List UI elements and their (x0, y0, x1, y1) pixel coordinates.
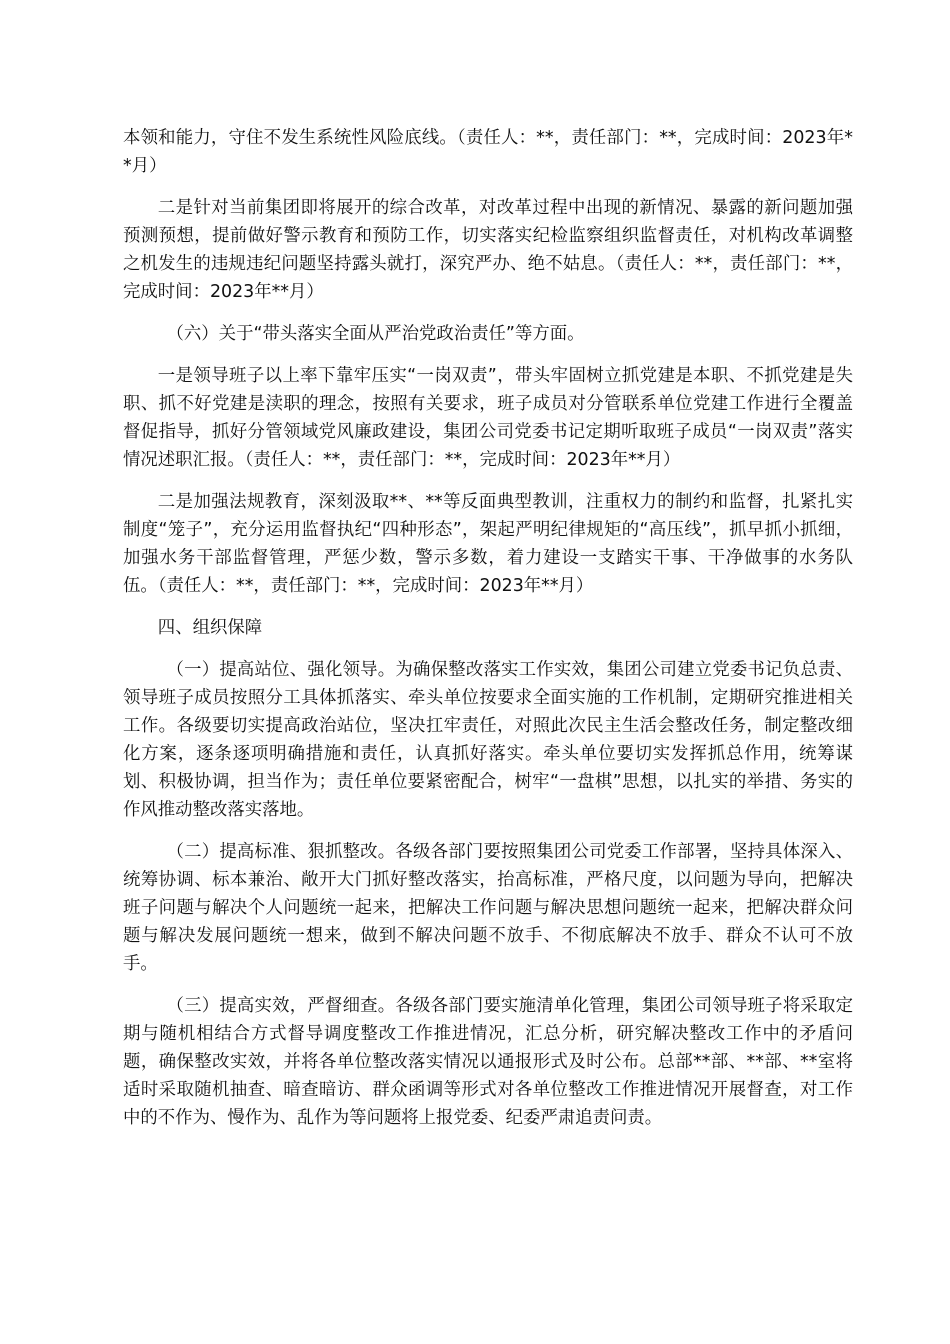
paragraph-legal-education: 二是加强法规教育，深刻汲取**、**等反面典型教训，注重权力的制约和监督，扎紧扎实制度“笼子”，充分运用监督执纪“四种形态”，架起严明纪律规矩的“高压线”，抓早抓小抓细，加强水务干部监督管理，严惩少数，警示多数，着力建设一支踏实干事、干净做事的水务队伍。（责任人：**，责任部门：**，完成时间：2023年**月） (123, 492, 853, 596)
paragraph-leadership: （一）提高站位、强化领导。为确保整改落实工作实效，集团公司建立党委书记负总责、领导班子成员按照分工具体抓落实、牵头单位按要求全面实施的工作机制，定期研究推进相关工作。各级要切实提高政治站位，坚决扛牢责任，对照此次民主生活会整改任务，制定整改细化方案，逐条逐项明确措施和责任，认真抓好落实。牵头单位要切实发挥抓总作用，统筹谋划、积极协调，担当作为；责任单位要紧密配合，树牢“一盘棋”思想，以扎实的举措、务实的作风推动整改落实落地。 (123, 660, 853, 820)
paragraph-risk-bottom-line: 本领和能力，守住不发生系统性风险底线。（责任人：**，责任部门：**，完成时间：2023年**月） (123, 128, 853, 176)
section-heading-organization: 四、组织保障 (157, 618, 263, 638)
paragraph-one-post-two-duties: 一是领导班子以上率下靠牢压实“一岗双责”，带头牢固树立抓党建是本职、不抓党建是失职、抓不好党建是渎职的理念，按照有关要求，班子成员对分管联系单位党建工作进行全覆盖督促指导，抓好分管领域党风廉政建设，集团公司党委书记定期听取班子成员“一岗双责”落实情况述职汇报。（责任人：**，责任部门：**，完成时间：2023年**月） (123, 366, 853, 470)
paragraph-standards: （二）提高标准、狠抓整改。各级各部门要按照集团公司党委工作部署，坚持具体深入、统筹协调、标本兼治、敞开大门抓好整改落实，抬高标准，严格尺度，以问题为导向，把解决班子问题与解决个人问题统一起来，把解决工作问题与解决思想问题统一起来，把解决群众问题与解决发展问题统一想来，做到不解决问题不放手、不彻底解决不放手、群众不认可不放手。 (123, 842, 853, 974)
section-heading-six: （六）关于“带头落实全面从严治党政治责任”等方面。 (166, 324, 585, 344)
document-page (123, 124, 853, 1146)
paragraph-inspection: （三）提高实效，严督细查。各级各部门要实施清单化管理，集团公司领导班子将采取定期与随机相结合方式督导调度整改工作推进情况，汇总分析，研究解决整改工作中的矛盾问题，确保整改实效，并将各单位整改落实情况以通报形式及时公布。总部**部、**部、**室将适时采取随机抽查、暗查暗访、群众函调等形式对各单位整改工作推进情况开展督查，对工作中的不作为、慢作为、乱作为等问题将上报党委、纪委严肃追责问责。 (123, 996, 853, 1128)
paragraph-reform-supervision: 二是针对当前集团即将展开的综合改革，对改革过程中出现的新情况、暴露的新问题加强预测预想，提前做好警示教育和预防工作，切实落实纪检监察组织监督责任，对机构改革调整之机发生的违规违纪问题坚持露头就打，深究严办、绝不姑息。（责任人：**，责任部门：**，完成时间：2023年**月） (123, 198, 853, 302)
